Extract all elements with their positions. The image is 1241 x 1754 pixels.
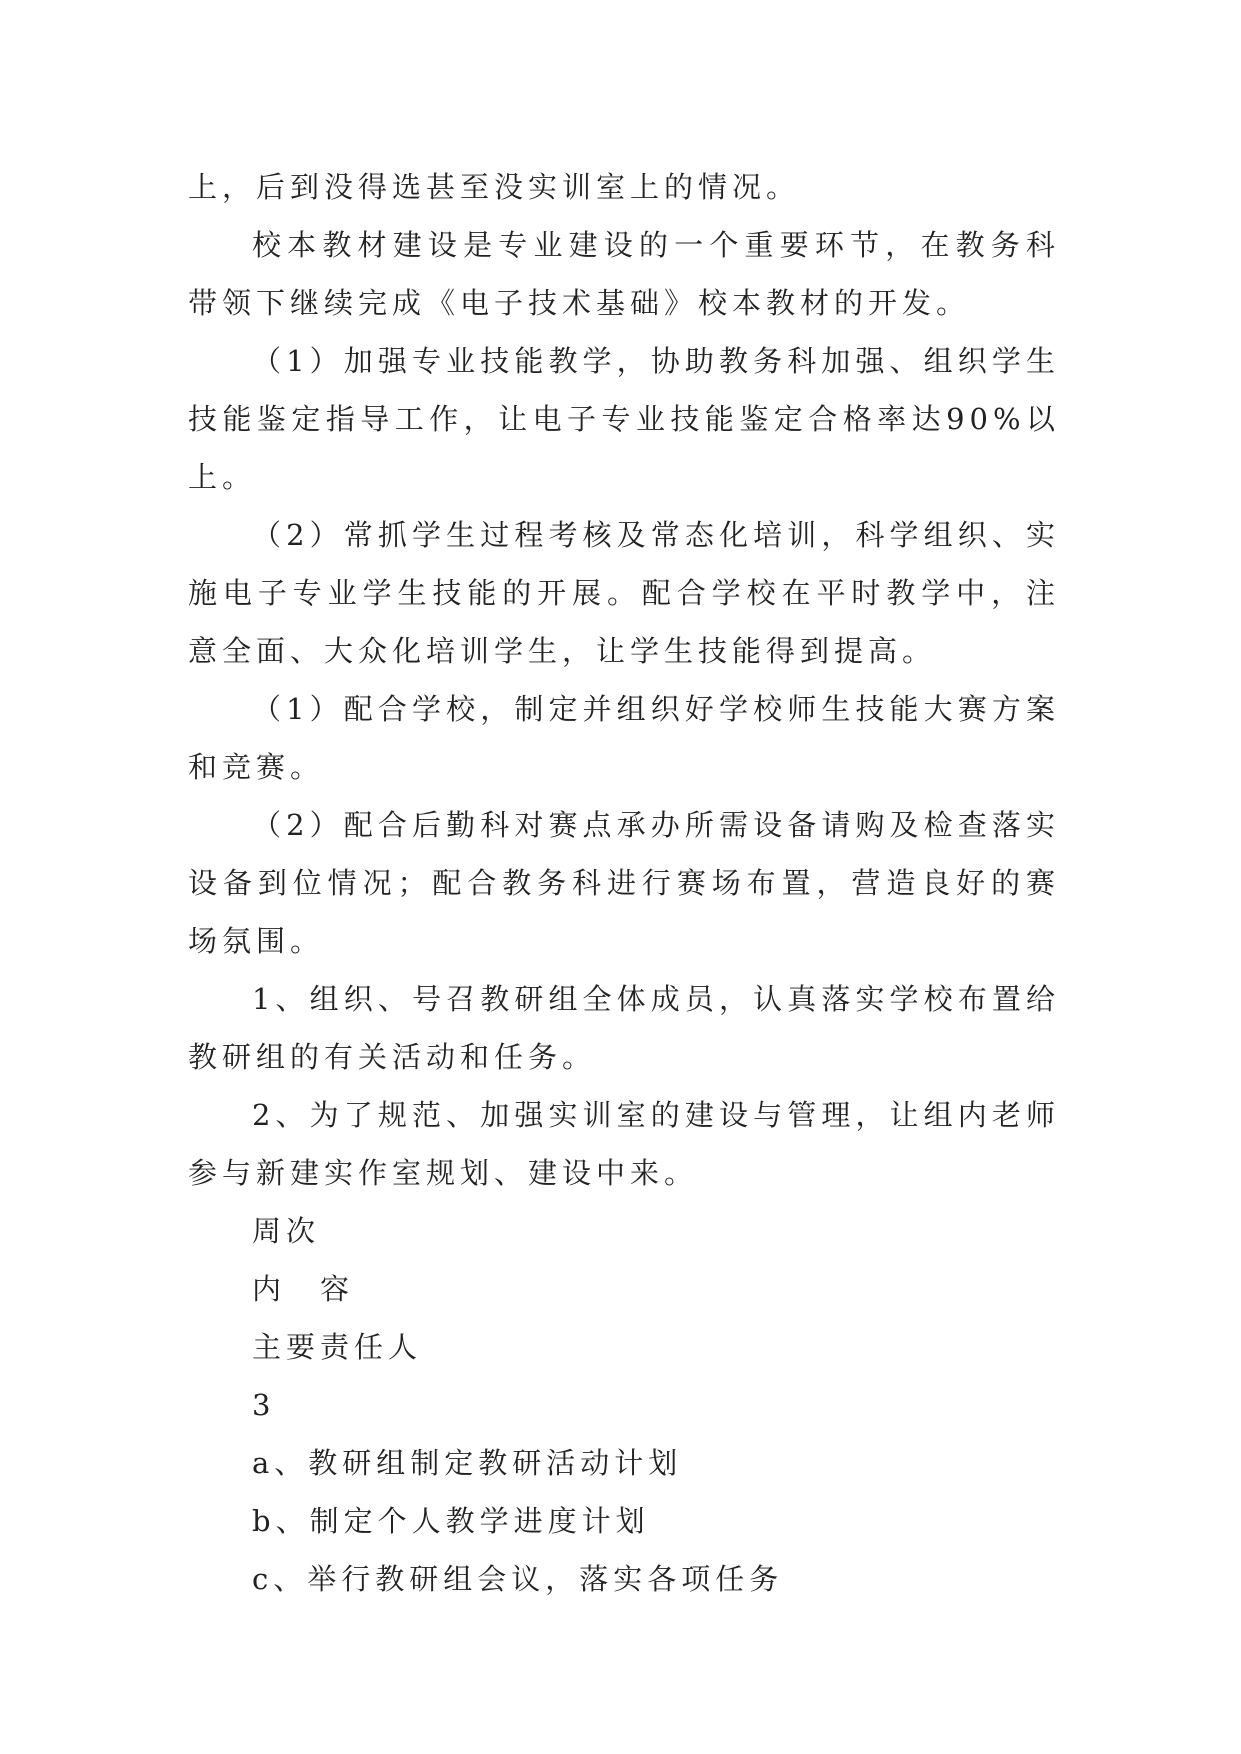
paragraph-skills-teaching: （1）加强专业技能教学，协助教务科加强、组织学生技能鉴定指导工作，让电子专业技能鉴定合格率达90%以上。 — [188, 344, 1060, 494]
paragraph-textbook: 校本教材建设是专业建设的一个重要环节，在教务科带领下继续完成《电子技术基础》校本教材的开发。 — [188, 228, 1060, 320]
paragraph-group-activities: 1、组织、号召教研组全体成员，认真落实学校布置给教研组的有关活动和任务。 — [188, 982, 1060, 1074]
table-week-number: 3 — [252, 1388, 276, 1422]
document-body — [188, 158, 1060, 1608]
table-item-a: a、教研组制定教研活动计划 — [252, 1446, 683, 1480]
table-header-week: 周次 — [252, 1214, 321, 1248]
paragraph-training-room: 2、为了规范、加强实训室的建设与管理，让组内老师参与新建实作室规划、建设中来。 — [188, 1098, 1060, 1190]
paragraph-continuation: 上，后到没得选甚至没实训室上的情况。 — [188, 170, 801, 204]
table-item-c: c、举行教研组会议，落实各项任务 — [252, 1562, 784, 1596]
paragraph-competition-plan: （1）配合学校，制定并组织好学校师生技能大赛方案和竞赛。 — [188, 692, 1060, 784]
table-item-b: b、制定个人教学进度计划 — [252, 1504, 650, 1538]
table-header-content: 内 容 — [252, 1272, 355, 1306]
paragraph-competition-equipment: （2）配合后勤科对赛点承办所需设备请购及检查落实设备到位情况；配合教务科进行赛场布置，营造良好的赛场氛围。 — [188, 808, 1060, 958]
paragraph-assessment: （2）常抓学生过程考核及常态化培训，科学组织、实施电子专业学生技能的开展。配合学校在平时教学中，注意全面、大众化培训学生，让学生技能得到提高。 — [188, 518, 1060, 668]
table-header-responsible: 主要责任人 — [252, 1330, 423, 1364]
